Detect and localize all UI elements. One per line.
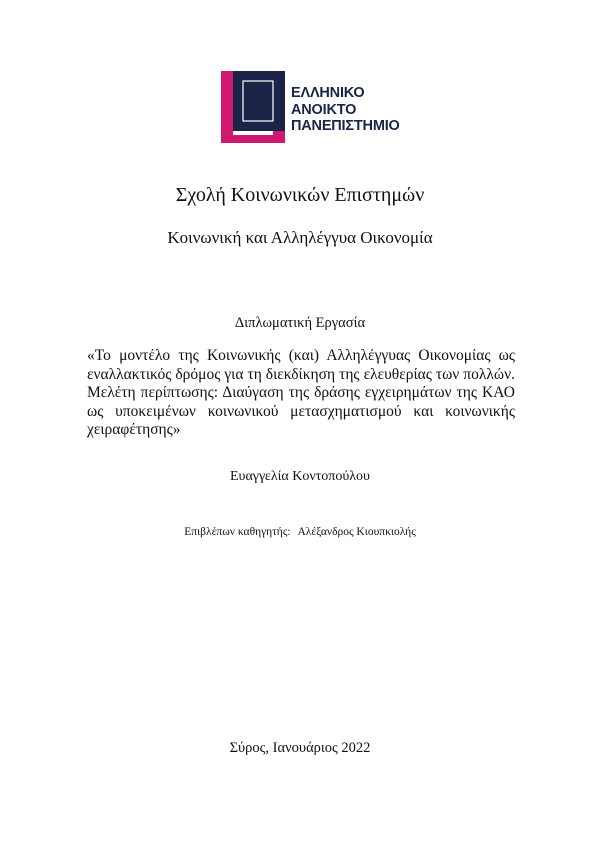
thesis-title: «Το μοντέλο της Κοινωνικής (και) Αλληλέγγυας Οικονομίας ως εναλλακτικός δρόμος για τη διεκδίκηση της ελευθερίας των πολλών. Μελέτη περίπτωσης: Διαύγαση της δράσης εγχειρημάτων της ΚΑΟ ως υποκειμένων κοινωνικού μετασχηματισμού και κοινωνικής χειραφέτησης»	[87, 347, 515, 438]
department-name: Κοινωνική και Αλληλέγγυα Οικονομία	[167, 228, 433, 247]
thesis-type: Διπλωματική Εργασία	[234, 315, 366, 331]
supervisor-label: Επιβλέπων καθηγητής:	[184, 526, 291, 538]
university-logo	[221, 71, 411, 143]
supervisor-name: Αλέξανδρος Κιουπκιολής	[297, 526, 416, 538]
place-date: Σύρος, Ιανουάριος 2022	[229, 740, 371, 756]
logo-mark-icon	[221, 71, 285, 143]
supervisor-line	[0, 526, 600, 538]
author-name: Ευαγγελία Κοντοπούλου	[229, 469, 370, 484]
logo-line: ΠΑΝΕΠΙΣΤΗΜΙΟ	[291, 118, 400, 134]
logo-line: ΑΝΟΙΚΤΟ	[291, 101, 357, 118]
school-name: Σχολή Κοινωνικών Επιστημών	[175, 184, 425, 206]
logo-line: ΕΛΛΗΝΙΚΟ	[291, 85, 365, 101]
logo-wordmark	[291, 85, 400, 135]
